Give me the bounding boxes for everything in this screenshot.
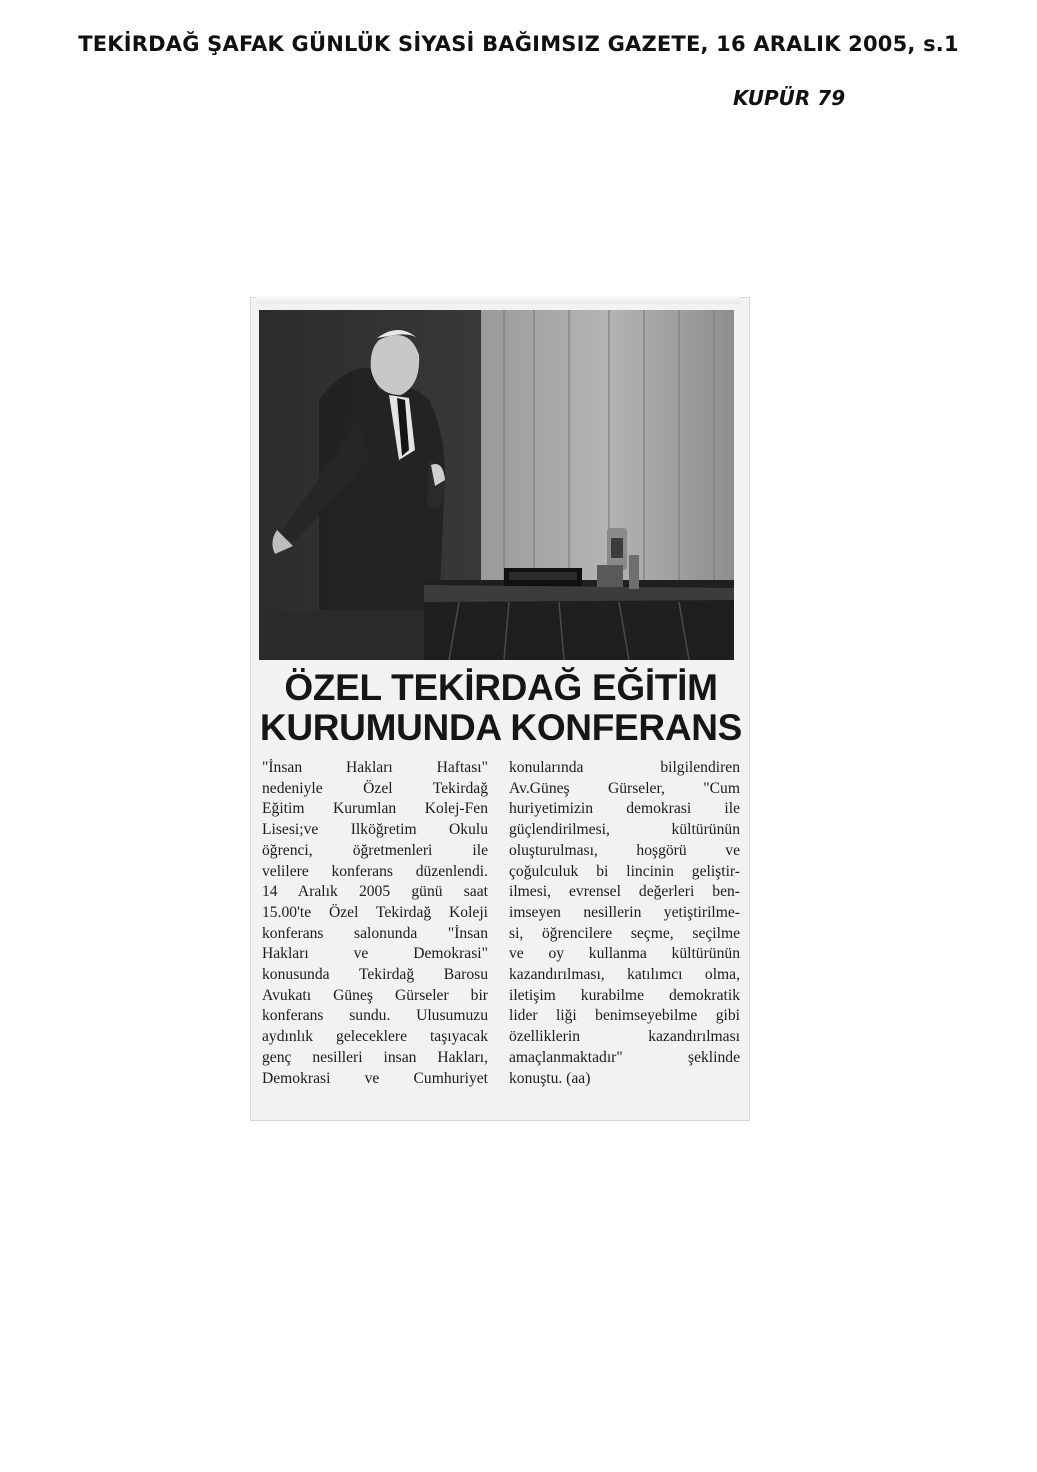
body-line: Av.Güneş Gürseler, "Cum bbox=[509, 779, 740, 797]
body-line: öğrenci, öğretmenleri ile bbox=[262, 841, 488, 859]
body-line: amaçlanmaktadır" şeklinde bbox=[509, 1048, 740, 1066]
body-line: 15.00'te Özel Tekirdağ Koleji bbox=[262, 903, 488, 921]
body-line: Hakları ve Demokrasi" bbox=[262, 945, 488, 963]
body-line: kazandırılması, katılımcı olma, bbox=[509, 966, 740, 984]
body-line: çoğulculuk bi lincinin geliştir- bbox=[509, 862, 740, 880]
article-photo bbox=[259, 310, 734, 660]
clipping-top-edge bbox=[256, 296, 740, 304]
body-line: özelliklerin kazandırılması bbox=[509, 1028, 740, 1046]
clipping-number-label: KUPÜR 79 bbox=[733, 86, 846, 110]
body-line: konusunda Tekirdağ Barosu bbox=[262, 966, 488, 984]
article-right-column bbox=[509, 758, 740, 1089]
body-line: ilmesi, evrensel değerleri ben- bbox=[509, 883, 740, 901]
article-left-column bbox=[262, 758, 488, 1089]
body-line: konularında bilgilendiren bbox=[509, 759, 740, 776]
body-line: güçlendirilmesi, kültürünün bbox=[509, 821, 740, 839]
headline-line-2: KURUMUNDA KONFERANS bbox=[259, 707, 743, 748]
body-line: "İnsan Hakları Haftası" bbox=[262, 759, 488, 776]
article-headline bbox=[258, 668, 744, 748]
body-line: Avukatı Güneş Gürseler bir bbox=[262, 986, 488, 1004]
body-line: velilere konferans düzenlendi. bbox=[262, 862, 488, 880]
body-line: konferans salonunda "İnsan bbox=[262, 924, 488, 942]
body-line: genç nesilleri insan Hakları, bbox=[262, 1048, 488, 1066]
body-line: imseyen nesillerin yetiştirilme- bbox=[509, 903, 740, 921]
body-line: huriyetimizin demokrasi ile bbox=[509, 800, 740, 818]
body-line: konuştu. (aa) bbox=[509, 1069, 591, 1087]
body-line: 14 Aralık 2005 günü saat bbox=[262, 883, 488, 901]
body-line: si, öğrencilere seçme, seçilme bbox=[509, 924, 740, 942]
body-line: Eğitim Kurumlan Kolej-Fen bbox=[262, 800, 488, 818]
body-line: ve oy kullanma kültürünün bbox=[509, 945, 740, 963]
body-line: iletişim kurabilme demokratik bbox=[509, 986, 740, 1004]
body-line: oluşturulması, hoşgörü ve bbox=[509, 841, 740, 859]
speaker-photo-illustration bbox=[259, 310, 734, 660]
body-line: Demokrasi ve Cumhuriyet bbox=[262, 1069, 488, 1087]
body-line: aydınlık geleceklere taşıyacak bbox=[262, 1028, 488, 1046]
body-line: konferans sundu. Ulusumuzu bbox=[262, 1007, 488, 1025]
newspaper-source-line: TEKİRDAĞ ŞAFAK GÜNLÜK SİYASİ BAĞIMSIZ GAZETE, 16 ARALIK 2005, s.1 bbox=[78, 32, 959, 56]
body-line: lider liği benimseyebilme gibi bbox=[509, 1007, 740, 1025]
body-line: Lisesi;ve Ilköğretim Okulu bbox=[262, 821, 488, 839]
headline-line-1: ÖZEL TEKİRDAĞ EĞİTİM bbox=[284, 667, 718, 708]
body-line: nedeniyle Özel Tekirdağ bbox=[262, 779, 488, 797]
